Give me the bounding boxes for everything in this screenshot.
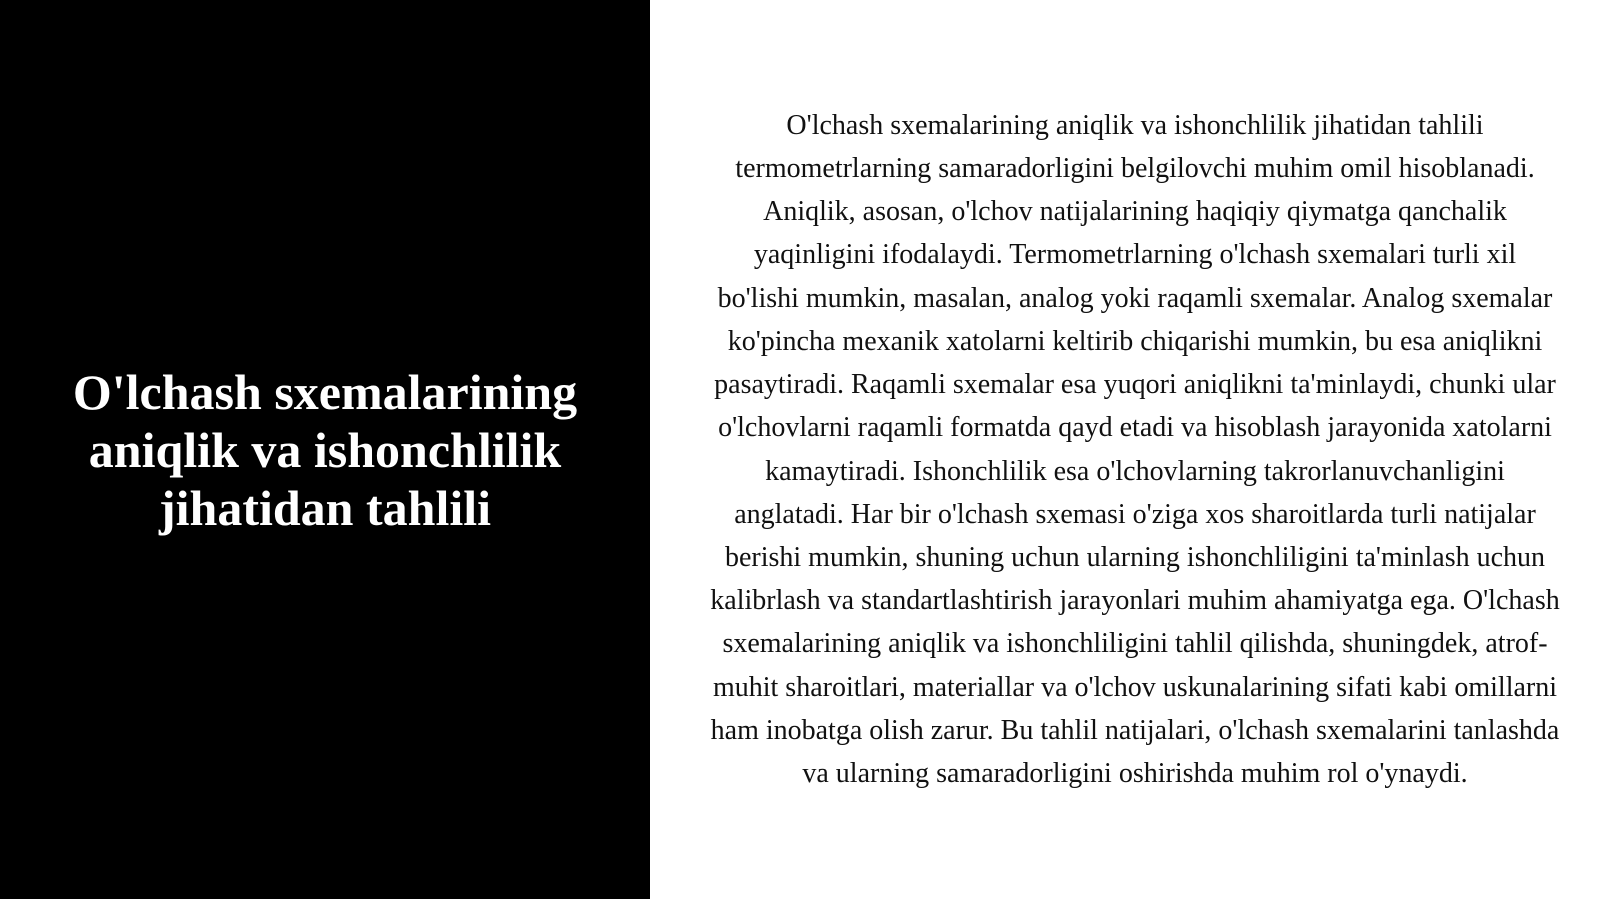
slide-title: O'lchash sxemalarining aniqlik va ishonchlilik jihatidan tahlili [72, 363, 578, 536]
body-paragraph: O'lchash sxemalarining aniqlik va ishonchlilik jihatidan tahlili termometrlarning samaradorligini belgilovchi muhim omil hisoblanadi. Aniqlik, asosan, o'lchov natijalarining haqiqiy qiymatga qanchalik yaqinligini ifodalaydi. Termometrlarning o'lchash sxemalari turli xil bo'lishi mumkin, masalan, analog yoki raqamli sxemalar. Analog sxemalar ko'pincha mexanik xatolarni keltirib chiqarishi mumkin, bu esa aniqlikni pasaytiradi. Raqamli sxemalar esa yuqori aniqlikni ta'minlaydi, chunki ular o'lchovlarni raqamli formatda qayd etadi va hisoblash jarayonida xatolarni kamaytiradi. Ishonchlilik esa o'lchovlarning takrorlanuvchanligini anglatadi. Har bir o'lchash sxemasi o'ziga xos sharoitlarda turli natijalar berishi mumkin, shuning uchun ularning ishonchliligini ta'minlash uchun kalibrlash va standartlashtirish jarayonlari muhim ahamiyatga ega. O'lchash sxemalarining aniqlik va ishonchliligini tahlil qilishda, shuningdek, atrof-muhit sharoitlari, materiallar va o'lchov uskunalarining sifati kabi omillarni ham inobatga olish zarur. Bu tahlil natijalari, o'lchash sxemalarini tanlashda va ularning samaradorligini oshirishda muhim rol o'ynaydi. [710, 109, 1560, 789]
content-panel [650, 0, 1600, 899]
title-panel [0, 0, 650, 899]
